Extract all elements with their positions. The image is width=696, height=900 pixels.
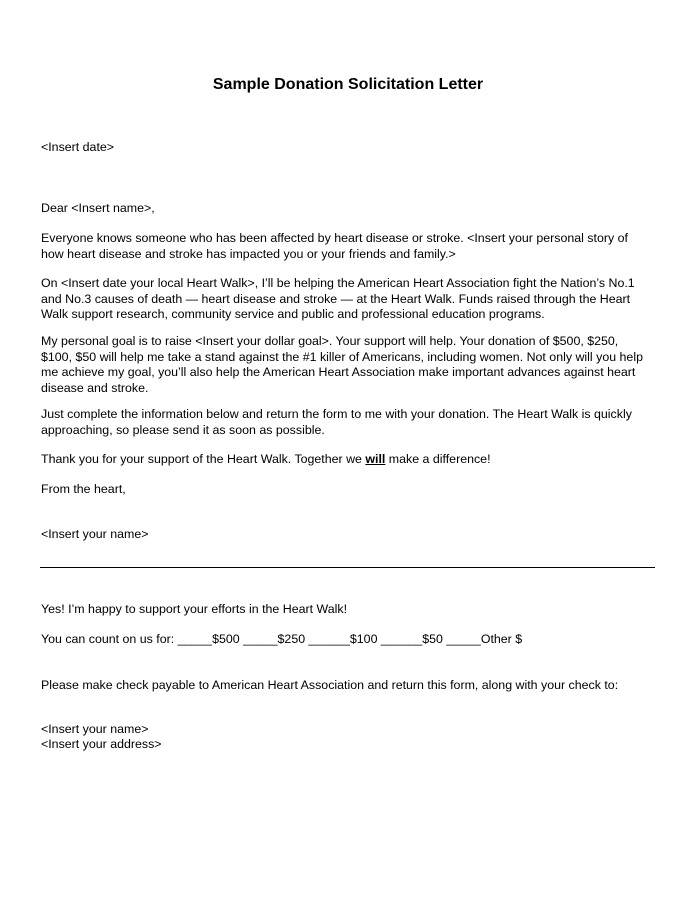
paragraph-line: me achieve my goal, you’ll also help the American Heart Association make important advances against heart [41, 365, 636, 379]
date-placeholder: <Insert date> [41, 140, 115, 154]
paragraph-line: Walk support research, community service and public and professional education programs. [41, 307, 545, 321]
form-amount-options: You can count on us for: _____$500 _____$250 ______$100 ______$50 _____Other $ [41, 632, 523, 646]
paragraph-heart-walk [41, 276, 661, 323]
paragraph-line: how heart disease and stroke has impacted you or your friends and family.> [41, 246, 456, 261]
paragraph-personal-story [41, 231, 661, 262]
paragraph-line: On <Insert date your local Heart Walk>, I’ll be helping the American Heart Association fight the Nation’s No.1 [41, 276, 635, 290]
signature-placeholder: <Insert your name> [41, 527, 149, 541]
paragraph-line: Just complete the information below and return the form to me with your donation. The Heart Walk is quickly [41, 407, 632, 421]
form-payable-line: Please make check payable to American Heart Association and return this form, along with your check to: [41, 678, 619, 692]
document-title: Sample Donation Solicitation Letter [212, 76, 484, 93]
form-yes-line: Yes! I’m happy to support your efforts in the Heart Walk! [41, 602, 348, 616]
closing: From the heart, [41, 482, 126, 496]
form-divider [40, 567, 655, 568]
paragraph-line: $100, $50 will help me take a stand against the #1 killer of Americans, including women. Not only will you help [41, 349, 643, 364]
paragraph-line: Everyone knows someone who has been affected by heart disease or stroke. <Insert your personal story of [41, 231, 628, 245]
form-return-address: <Insert your address> [41, 737, 162, 751]
salutation: Dear <Insert name>, [41, 201, 155, 215]
form-return-name: <Insert your name> [41, 722, 149, 736]
paragraph-line: My personal goal is to raise <Insert your dollar goal>. Your support will help. Your donation of $500, $250, [41, 334, 619, 348]
paragraph-goal [41, 334, 661, 396]
paragraph-line: approaching, so please send it as soon as possible. [41, 422, 325, 437]
paragraph-line: and No.3 causes of death — heart disease and stroke — at the Heart Walk. Funds raised through the Heart [41, 291, 631, 306]
thanks-emphasis: will [365, 452, 386, 466]
thanks-text-before: Thank you for your support of the Heart Walk. Together we [41, 452, 366, 466]
paragraph-instructions [41, 407, 661, 438]
paragraph-line: disease and stroke. [41, 380, 149, 395]
thanks-line [41, 452, 491, 468]
thanks-text-after: make a difference! [385, 452, 491, 466]
